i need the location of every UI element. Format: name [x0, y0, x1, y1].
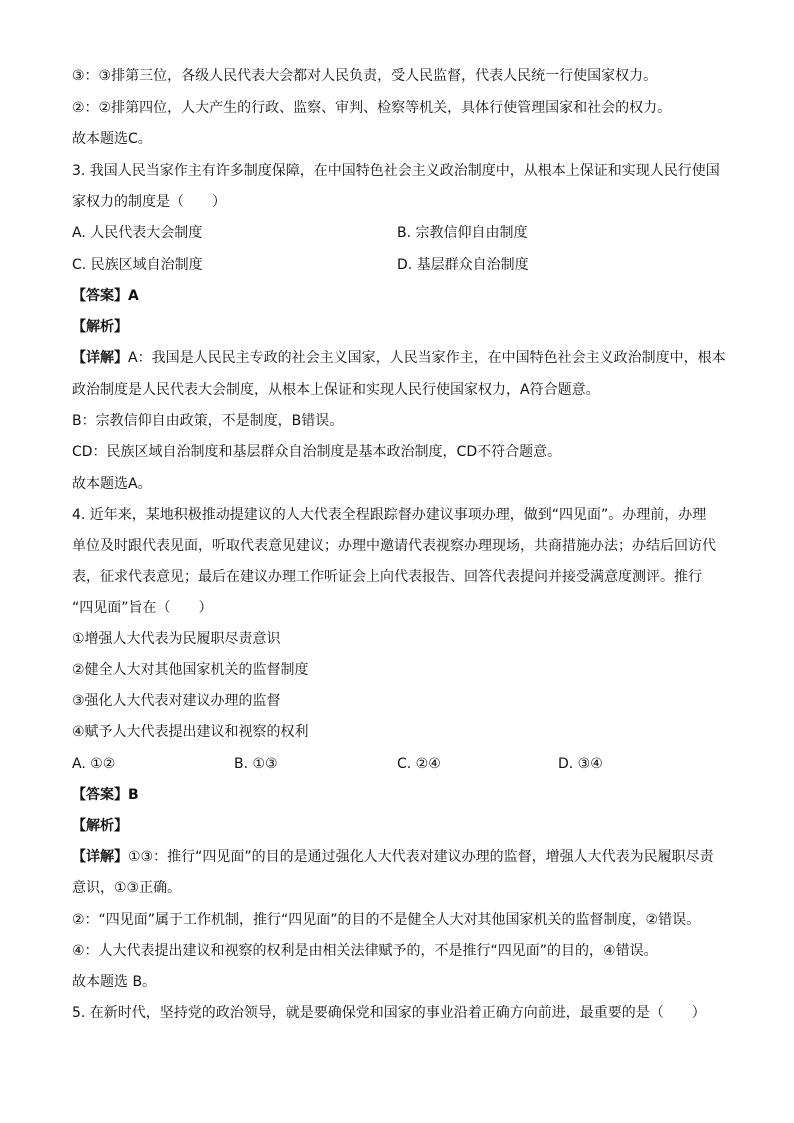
q4-option-d: D. ③④	[558, 756, 603, 772]
q3-detail-line: 【详解】A：我国是人民民主专政的社会主义国家，人民当家作主，在中国特色社会主义政治制度中，根本	[72, 350, 726, 366]
question-4-stem: “四见面”旨在（ ）	[72, 600, 213, 616]
q4-option-b: B. ①③	[234, 756, 278, 772]
q4-detail-tag: 【详解】	[72, 849, 128, 865]
question-4-stem: 单位及时跟代表见面，听取代表意见建议；办理中邀请代表视察办理现场，共商措施办法；办结后回访代	[72, 538, 716, 554]
question-4-stem: 表，征求代表意见；最后在建议办理工作听证会上向代表报告、回答代表提问并接受满意度测评。推行	[72, 569, 702, 585]
q4-answer: 【答案】B	[72, 787, 139, 803]
text-line: ③：③排第三位，各级人民代表大会都对人民负责，受人民监督，代表人民统一行使国家权力。	[72, 68, 658, 84]
q3-detail-line: 政治制度是人民代表大会制度，从根本上保证和实现人民行使国家权力，A符合题意。	[72, 382, 600, 398]
q3-option-b: B. 宗教信仰自由制度	[397, 225, 528, 241]
text-line: ②：②排第四位，人大产生的行政、监察、审判、检察等机关，具体行使管理国家和社会的权力。	[72, 100, 672, 116]
q3-answer: 【答案】A	[72, 288, 139, 304]
q4-item: ③强化人大代表对建议办理的监督	[72, 693, 281, 709]
q4-item: ④赋予人大代表提出建议和视察的权利	[72, 724, 309, 740]
q4-analysis-label: 【解析】	[72, 818, 128, 834]
q3-analysis-label: 【解析】	[72, 319, 128, 335]
q3-option-c: C. 民族区域自治制度	[72, 257, 203, 273]
question-3-stem: 3. 我国人民当家作主有许多制度保障，在中国特色社会主义政治制度中，从根本上保证和实现人民行使国	[72, 163, 720, 179]
question-3-stem: 家权力的制度是（ ）	[72, 194, 226, 210]
q4-item: ①增强人大代表为民履职尽责意识	[72, 631, 281, 647]
q4-detail-line: 故本题选 B。	[72, 974, 157, 990]
q4-detail-line: ④：人大代表提出建议和视察的权利是由相关法律赋予的，不是推行“四见面”的目的，④错误。	[72, 943, 658, 959]
text-line: 故本题选C。	[72, 131, 152, 147]
question-4-stem: 4. 近年来，某地积极推动提建议的人大代表全程跟踪督办建议事项办理，做到“四见面”。办理前，办理	[72, 507, 707, 523]
q3-detail-tag: 【详解】	[72, 350, 128, 366]
q4-detail-line: ②：“四见面”属于工作机制，推行“四见面”的目的不是健全人大对其他国家机关的监督制度，②错误。	[72, 912, 701, 928]
q4-detail-line: 【详解】①③：推行“四见面”的目的是通过强化人大代表对建议办理的监督，增强人大代表为民履职尽责	[72, 849, 714, 865]
question-5-stem: 5. 在新时代，坚持党的政治领导，就是要确保党和国家的事业沿着正确方向前进，最重要的是（ ）	[72, 1005, 706, 1021]
q4-option-a: A. ①②	[72, 756, 116, 772]
q4-item: ②健全人大对其他国家机关的监督制度	[72, 662, 309, 678]
q4-detail-line: 意识，①③正确。	[72, 880, 182, 896]
q3-detail-line: CD：民族区域自治制度和基层群众自治制度是基本政治制度，CD不符合题意。	[72, 444, 562, 460]
q4-option-c: C. ②④	[397, 756, 441, 772]
q3-option-d: D. 基层群众自治制度	[397, 257, 529, 273]
q3-option-a: A. 人民代表大会制度	[72, 225, 203, 241]
q3-detail-line: 故本题选A。	[72, 476, 152, 492]
q3-detail-line: B：宗教信仰自由政策，不是制度，B错误。	[72, 413, 344, 429]
